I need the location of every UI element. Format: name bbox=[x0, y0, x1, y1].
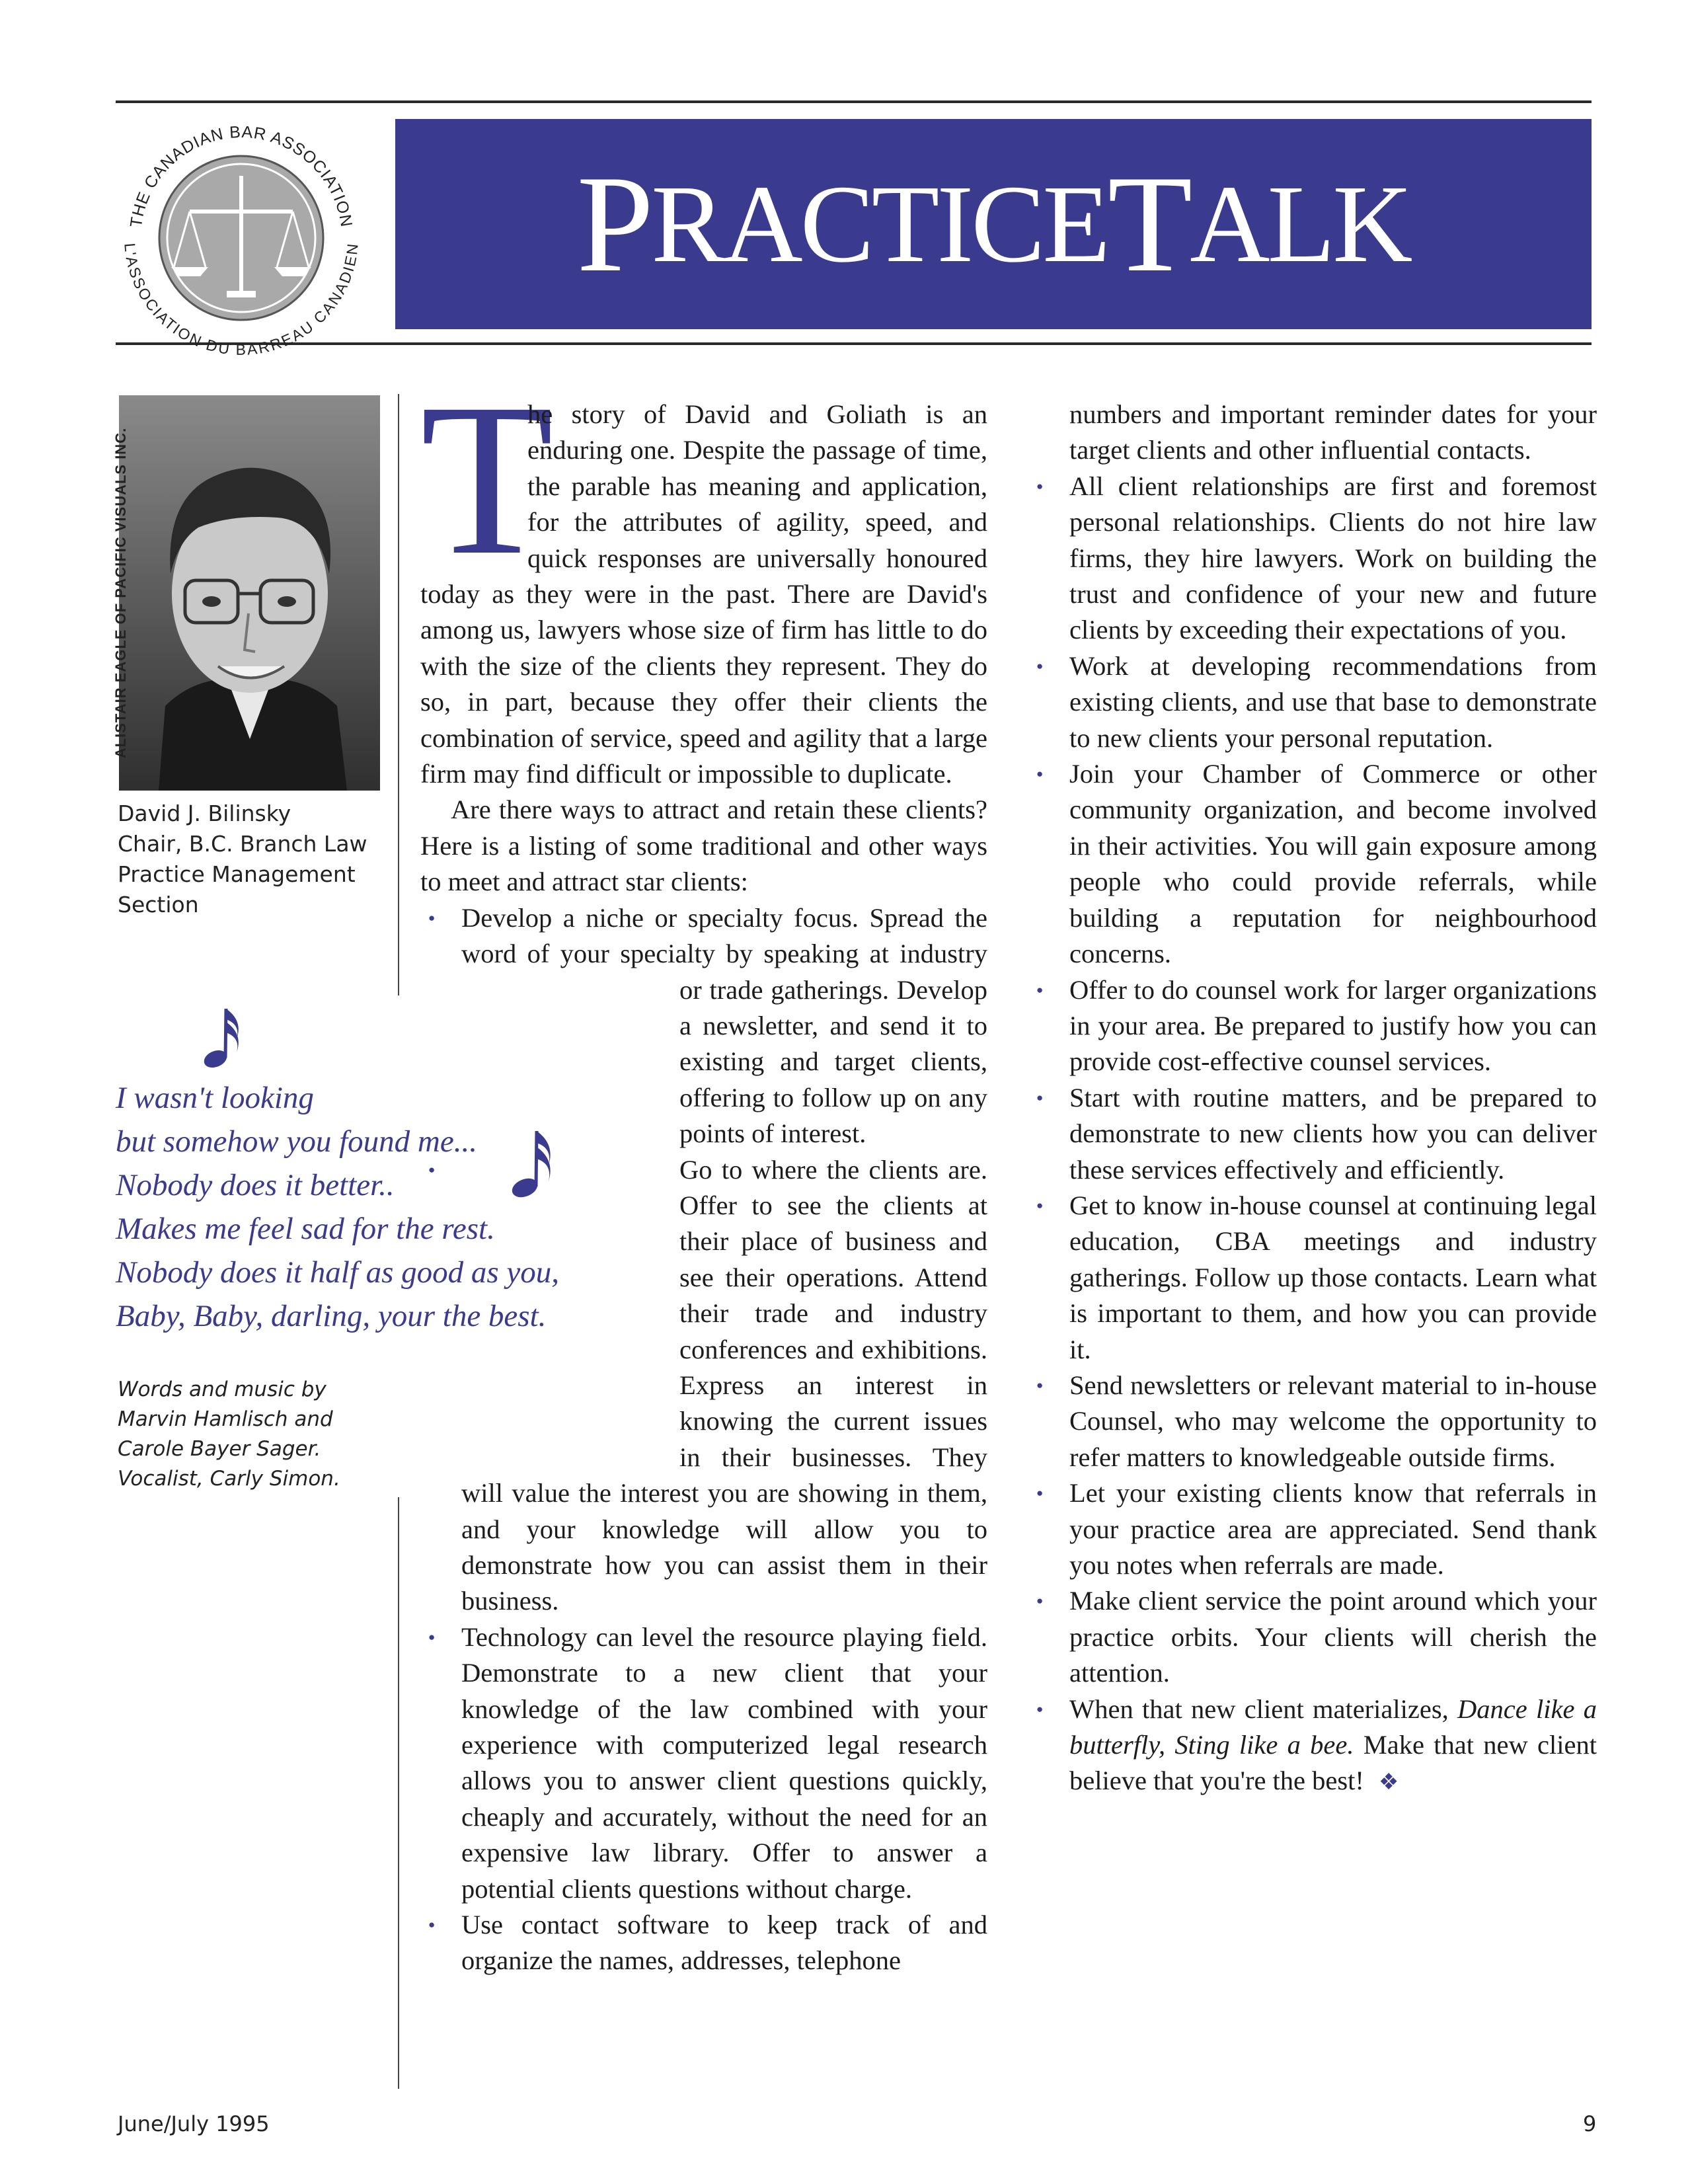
caption-line: Practice Management bbox=[118, 861, 356, 887]
page-number: 9 bbox=[1583, 2111, 1597, 2136]
music-note-icon bbox=[202, 1005, 246, 1070]
cba-logo-seal bbox=[116, 112, 367, 364]
bullet-item: ● Offer to do counsel work for larger organizations in your area. Be prepared to justify how you can provide cost-effective counsel services. bbox=[1028, 972, 1597, 1080]
lyric-line: Baby, Baby, darling, your the best. bbox=[116, 1299, 547, 1333]
top-rule bbox=[116, 100, 1592, 103]
caption-name: David J. Bilinsky bbox=[118, 800, 291, 826]
article-paragraph: he story of David and Goliath is an enduring one. Despite the passage of time, the parable has meaning and application, for the attributes of agility, speed, and quick responses are universally honoured today as they were in the past. There are David's among us, lawyers whose size of firm has little to do with the size of the clients they represent. They do so, in part, because they offer their clients the combination of service, speed and agility that a large firm may find difficult or impossible to duplicate. bbox=[420, 399, 987, 789]
lyric-line: Makes me feel sad for the rest. bbox=[116, 1212, 495, 1246]
bullet-item: ● Use contact software to keep track of and organize the names, addresses, telephone bbox=[420, 1907, 987, 1979]
lyrics-credit bbox=[118, 1375, 382, 1494]
lyric-line: Nobody does it better.. bbox=[116, 1168, 395, 1202]
logo-bottom-arc-text: L'ASSOCIATION DU BARREAU CANADIEN bbox=[121, 242, 362, 358]
bullet-item: ● Technology can level the resource playing field. Demonstrate to a new client that your knowledge of the law combined with your experience with computerized legal research allows you to answer client questions quickly, cheaply and accurately, without the need for an expensive law library. Offer to answer a potential clients questions without charge. bbox=[420, 1619, 987, 1907]
butterfly-quote: Dance like a butterfly, Sting like a bee. bbox=[1069, 1694, 1597, 1760]
masthead-word-alk: ALK bbox=[1190, 163, 1410, 286]
credit-line: Marvin Hamlisch and bbox=[118, 1407, 333, 1431]
bullet-item: ● Get to know in-house counsel at continuing legal education, CBA meetings and industry gatherings. Follow up those contacts. Learn what is important to them, and how you can provide it. bbox=[1028, 1188, 1597, 1368]
column-divider bbox=[398, 1497, 399, 2089]
bullet-item: ● Start with routine matters, and be prepared to demonstrate to new clients how you can deliver these services effectively and efficiently. bbox=[1028, 1080, 1597, 1188]
credit-line: Vocalist, Carly Simon. bbox=[118, 1467, 340, 1491]
lyric-line: Nobody does it half as good as you, bbox=[116, 1255, 560, 1290]
bullet-item: ● Let your existing clients know that referrals in your practice area are appreciated. Send thank you notes when referrals are made. bbox=[1028, 1475, 1597, 1583]
masthead-word-ractice: RACTICE bbox=[651, 163, 1108, 286]
article-paragraph: Are there ways to attract and retain these clients? Here is a listing of some traditional and other ways to meet and attract star clients: bbox=[420, 795, 987, 897]
caption-line: Chair, B.C. Branch Law bbox=[118, 831, 367, 857]
photo-credit: ALISTAIR EAGLE OF PACIFIC VISUALS INC. bbox=[112, 427, 129, 759]
credit-line: Carole Bayer Sager. bbox=[118, 1437, 321, 1461]
drop-cap bbox=[420, 359, 554, 600]
column-divider bbox=[398, 394, 399, 995]
masthead-letter-p: P bbox=[576, 147, 652, 301]
masthead-letter-t: T bbox=[1107, 147, 1190, 301]
bullet-item: ● Make client service the point around which your practice orbits. Your clients will cherish the attention. bbox=[1028, 1583, 1597, 1691]
bullet-item: ● Work at developing recommendations from existing clients, and use that base to demonstrate to new clients your personal reputation. bbox=[1028, 648, 1597, 756]
article-column-2 bbox=[1028, 397, 1597, 1801]
bullet-item: ● Join your Chamber of Commerce or other community organization, and become involved in their activities. You will gain exposure among people who could provide referrals, while building a reputation for neighbourhood concerns. bbox=[1028, 756, 1597, 972]
lyric-line: but somehow you found me... bbox=[116, 1124, 477, 1159]
issue-date: June/July 1995 bbox=[118, 2111, 270, 2136]
bullet-item: ● When that new client materializes, Dance like a butterfly, Sting like a bee. Make that new client believe that you're the best! ❖ bbox=[1028, 1692, 1597, 1801]
bullet-item: ● All client relationships are first and foremost personal relationships. Clients do not hire law firms, they hire lawyers. Work on building the trust and confidence of your new and future clients by exceeding their expectations of you. bbox=[1028, 469, 1597, 648]
end-of-article-icon: ❖ bbox=[1378, 1770, 1399, 1795]
photo-caption bbox=[118, 799, 369, 920]
article-column-1 bbox=[420, 359, 987, 1979]
credit-line: Words and music by bbox=[118, 1378, 326, 1401]
bullet-item: ● Send newsletters or relevant material to in-house Counsel, who may welcome the opportunity to refer matters to knowledgeable outside firms. bbox=[1028, 1368, 1597, 1475]
bullet-item: ● Go to where the clients are. Offer to see the clients at their place of business and see their operations. Attend their trade and industry conferences and exhibitions. Express an interest in knowing the current issues in their businesses. They will value the interest you are showing in them, and your knowledge will allow you to demonstrate how you can assist them in their business. bbox=[420, 1152, 987, 1619]
bullet-continuation: numbers and important reminder dates for your target clients and other influential contacts. bbox=[1069, 399, 1597, 465]
caption-line: Section bbox=[118, 892, 199, 917]
svg-text:T: T bbox=[420, 359, 554, 600]
bullet-item: ● Develop a niche or specialty focus. Spread the word of your specialty by speaking at industry or trade gatherings. Develop a newsletter, and send it to existing and target clients, offering to follow up on any points of interest. bbox=[420, 900, 987, 1152]
author-photo bbox=[119, 395, 380, 791]
practice-talk-masthead bbox=[395, 119, 1592, 329]
lyric-line: I wasn't looking bbox=[116, 1081, 314, 1115]
logo-top-arc-text: THE CANADIAN BAR ASSOCIATION bbox=[126, 122, 356, 229]
